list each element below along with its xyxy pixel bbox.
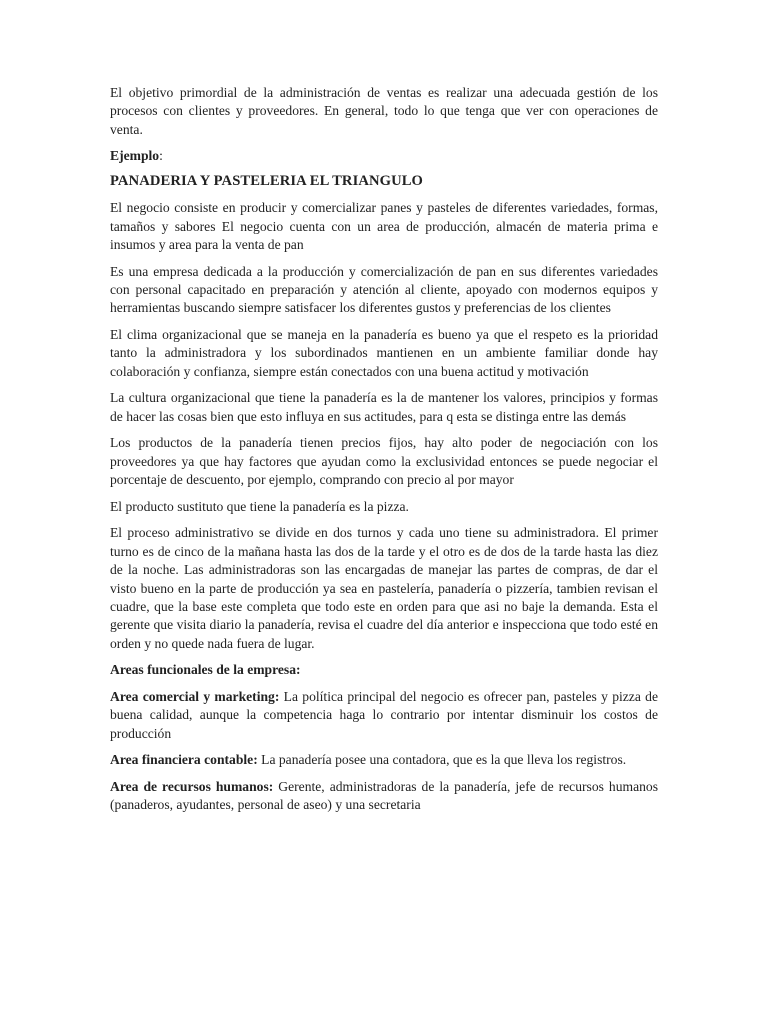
paragraph-empresa: Es una empresa dedicada a la producción y comercialización de pan en sus diferentes variedades con personal capacitado en preparación y atención al cliente, apoyado con modernos equipos y herramientas buscando siempre satisfacer los diferentes gustos y preferencias de los clientes xyxy=(110,263,658,316)
area-financiera-text: La panadería posee una contadora, que es la que lleva los registros. xyxy=(257,752,627,768)
document-title: PANADERIA Y PASTELERIA EL TRIANGULO xyxy=(110,172,424,189)
intro-paragraph xyxy=(110,84,658,139)
area-recursos-humanos-text: Gerente, administradoras de la panadería, jefe de recursos humanos (panaderos, ayudantes, personal de aseo) y una secretaria xyxy=(110,779,658,813)
area-comercial-text: La política principal del negocio es ofrecer pan, pasteles y pizza de buena calidad, aunque la competencia haga lo contrario por intentar disminuir los costos de producción xyxy=(110,689,658,741)
intro-text: El objetivo primordial de la administración de ventas es realizar una adecuada gestión de los procesos con xyxy=(110,85,658,119)
ejemplo-colon: : xyxy=(159,148,163,164)
ejemplo-text: Ejemplo xyxy=(110,148,160,164)
paragraph-negocio: El negocio consiste en producir y comercializar panes y pasteles de diferentes variedades, formas, tamaños y sabores El negocio cuenta con un area de producción, almacén de materia prima e insumos y area para la venta de pan xyxy=(110,200,658,253)
ejemplo-label xyxy=(110,147,658,165)
area-financiera xyxy=(110,751,658,769)
area-recursos-humanos xyxy=(110,778,658,815)
area-financiera-label: Area financiera contable: xyxy=(110,752,258,768)
paragraph-proceso: El proceso administrativo se divide en dos turnos y cada uno tiene su administradora. El primer turno es de cinco de la mañana hasta las dos de la tarde y el otro es de dos de la tarde hasta las diez de la noche. Las administradoras son las encargadas de manejar las partes de compras, de dar el visto bueno en la parte de producción ya sea en pastelería, panadería o pizzería, tambien revisan el cuadre, que la base este completa que todo este en orden para que asi no baje la demanda. Esta el gerente que visita diario la panadería, revisa el cuadre del día anterior e inspecciona que todo esté en orden y no quede nada fuera de lugar. xyxy=(110,525,658,651)
areas-heading: Areas funcionales de la empresa: xyxy=(110,662,301,678)
area-comercial xyxy=(110,688,658,743)
paragraph-cultura: La cultura organizacional que tiene la panadería es la de mantener los valores, principios y formas de hacer las cosas bien que esto influya en sus actitudes, para q esta se distinga entre las demás xyxy=(110,390,658,424)
document-page xyxy=(110,84,658,823)
clientes-proveedores-text: clientes y proveedores xyxy=(188,103,315,119)
paragraph-clima: El clima organizacional que se maneja en la panadería es bueno ya que el respeto es la prioridad tanto la administradora y los subordinados mantienen en un ambiente familiar donde hay colaboración y confianza, siempre están conectados con una buena actitud y motivación xyxy=(110,327,658,379)
paragraph-productos: Los productos de la panadería tienen precios fijos, hay alto poder de negociación con los proveedores ya que hay factores que ayudan como la exclusividad entonces se puede negociar el porcentaje de descuento, por ejemplo, comprando con precio al por mayor xyxy=(110,435,658,488)
paragraph-sustituto: El producto sustituto que tiene la panadería es la pizza. xyxy=(110,498,409,514)
area-recursos-humanos-label: Area de recursos humanos: xyxy=(110,779,274,795)
area-comercial-label: Area comercial y marketing: xyxy=(110,689,280,705)
intro-end-text: . En general, todo lo que tenga que ver con operaciones de venta. xyxy=(110,103,658,137)
